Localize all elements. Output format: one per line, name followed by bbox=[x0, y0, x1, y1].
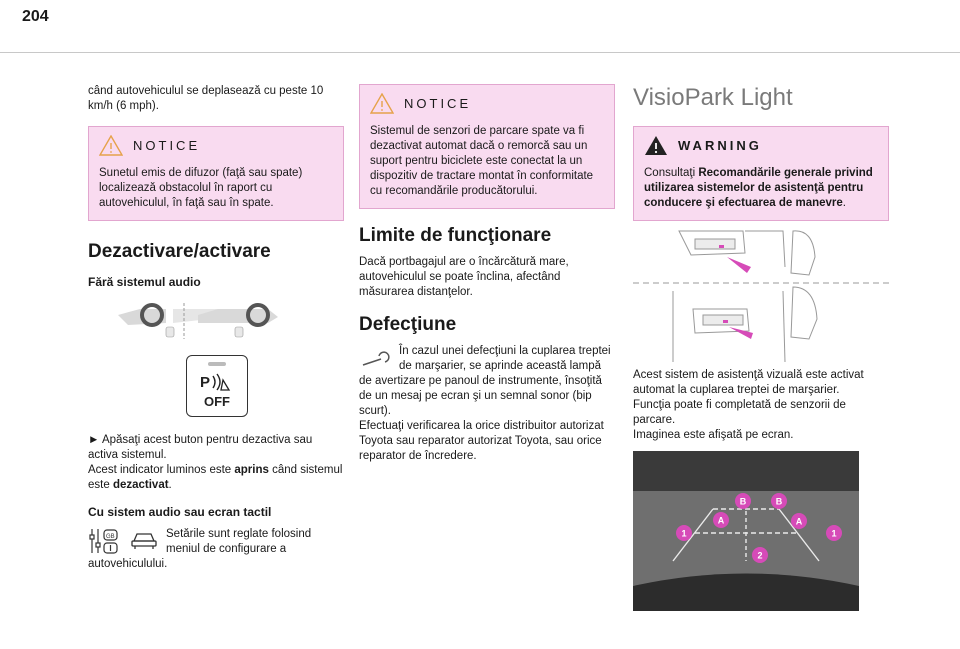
warning-triangle-filled-icon bbox=[644, 135, 668, 156]
on-bold: aprins bbox=[234, 464, 269, 476]
period: . bbox=[168, 479, 172, 491]
warning-period: . bbox=[842, 197, 846, 209]
marker-a-right: A bbox=[795, 516, 803, 527]
car-icon bbox=[130, 529, 158, 551]
step-instructions bbox=[88, 433, 344, 493]
marker-2: 2 bbox=[757, 550, 763, 561]
marker-1-left: 1 bbox=[681, 528, 687, 539]
intro-text: când autovehiculul se deplasează cu peste 10 km/h (6 mph). bbox=[88, 85, 324, 112]
settings-row bbox=[88, 527, 344, 572]
subheading-audio-system: Cu sistem audio sau ecran tactil bbox=[88, 505, 272, 519]
indicator-text-2: când sistemul este bbox=[88, 464, 343, 491]
notice-body: Sistemul de senzori de parcare spate va fi dezactivat automat dacă o remorcă sau un suport pentru biciclete este conectat la un dispozitiv de tractare montat în conformitate cu recomandările producătorului. bbox=[370, 125, 594, 197]
svg-text:GB: GB bbox=[106, 534, 115, 540]
park-sensor-off-button bbox=[186, 355, 248, 417]
desc-line-3: Imaginea este afişată pe ecran. bbox=[633, 429, 794, 441]
settings-text: Setările sunt reglate folosind meniul de configurare a autovehiculului. bbox=[88, 528, 312, 570]
column-middle bbox=[359, 84, 615, 464]
section-title: Dezactivare/activare bbox=[88, 241, 271, 262]
steering-wheels-diagram bbox=[88, 301, 344, 343]
step-text: Apăsaţi acest buton pentru dezactiva sau activa sistemul. bbox=[88, 434, 313, 461]
wrench-icon bbox=[359, 350, 391, 370]
notice-box bbox=[88, 126, 344, 221]
fault-text: În cazul unei defecţiuni la cuplarea treptei de marşarier, se aprinde această lampă de avertizare pe panoul de instrumente, însoţită de un mesaj pe ecran şi un semnal sonor (bip scurt). bbox=[359, 345, 611, 417]
marker-b-right: B bbox=[775, 496, 783, 507]
marker-1-right: 1 bbox=[831, 528, 837, 539]
fault-text-2: Efectuaţi verificarea la orice distribuitor autorizat Toyota sau reparator autorizat Toyota, sau orice reparator de încredere. bbox=[359, 420, 604, 462]
warning-box bbox=[633, 126, 889, 221]
page-number: 204 bbox=[22, 8, 49, 25]
warning-body bbox=[644, 166, 878, 211]
limits-text: Dacă portbagajul are o încărcătură mare, autovehiculul se poate înclina, afectând măsurarea distanţelor. bbox=[359, 256, 569, 298]
warning-text: Consultaţi bbox=[644, 167, 699, 179]
desc-line-2: Funcţia poate fi completată de senzorii de parcare. bbox=[633, 399, 846, 426]
arrow-marker: ► bbox=[88, 434, 100, 446]
rear-camera-location-diagram bbox=[633, 227, 889, 362]
notice-box-trailer bbox=[359, 84, 615, 209]
svg-text:P: P bbox=[200, 374, 211, 391]
warning-triangle-icon bbox=[370, 93, 394, 114]
limits-title: Limite de funcţionare bbox=[359, 225, 552, 246]
marker-a-left: A bbox=[717, 515, 725, 526]
warning-bold: Recomandările generale privind utilizarea sistemelor de asistenţă pentru conducere şi efectuarea de manevre bbox=[644, 167, 873, 209]
notice-title: NOTICE bbox=[404, 96, 472, 111]
warning-title: WARNING bbox=[678, 138, 762, 153]
marker-b-left: B bbox=[739, 496, 747, 507]
visiopark-title: VisioPark Light bbox=[633, 84, 793, 111]
warning-triangle-icon bbox=[99, 135, 123, 156]
notice-body: Sunetul emis de difuzor (faţă sau spate) localizează obstacolul în raport cu autovehiculul, în faţă sau în spate. bbox=[99, 167, 303, 209]
desc-line-1: Acest sistem de asistenţă vizuală este activat automat la cuplarea treptei de marşarier. bbox=[633, 369, 864, 396]
subheading-no-audio: Fără sistemul audio bbox=[88, 275, 201, 289]
camera-view-screen bbox=[633, 451, 859, 611]
off-label: OFF bbox=[204, 394, 230, 409]
off-bold: dezactivat bbox=[112, 479, 169, 491]
column-left bbox=[88, 84, 344, 572]
header-divider bbox=[0, 52, 960, 53]
notice-title: NOTICE bbox=[133, 138, 201, 153]
fault-block bbox=[359, 344, 615, 464]
indicator-text: Acest indicator luminos este bbox=[88, 464, 235, 476]
settings-menu-icon bbox=[88, 527, 120, 555]
parking-sensor-icon bbox=[199, 372, 235, 392]
desc-text bbox=[633, 368, 889, 443]
column-right bbox=[633, 84, 889, 611]
fault-title: Defecţiune bbox=[359, 314, 457, 335]
